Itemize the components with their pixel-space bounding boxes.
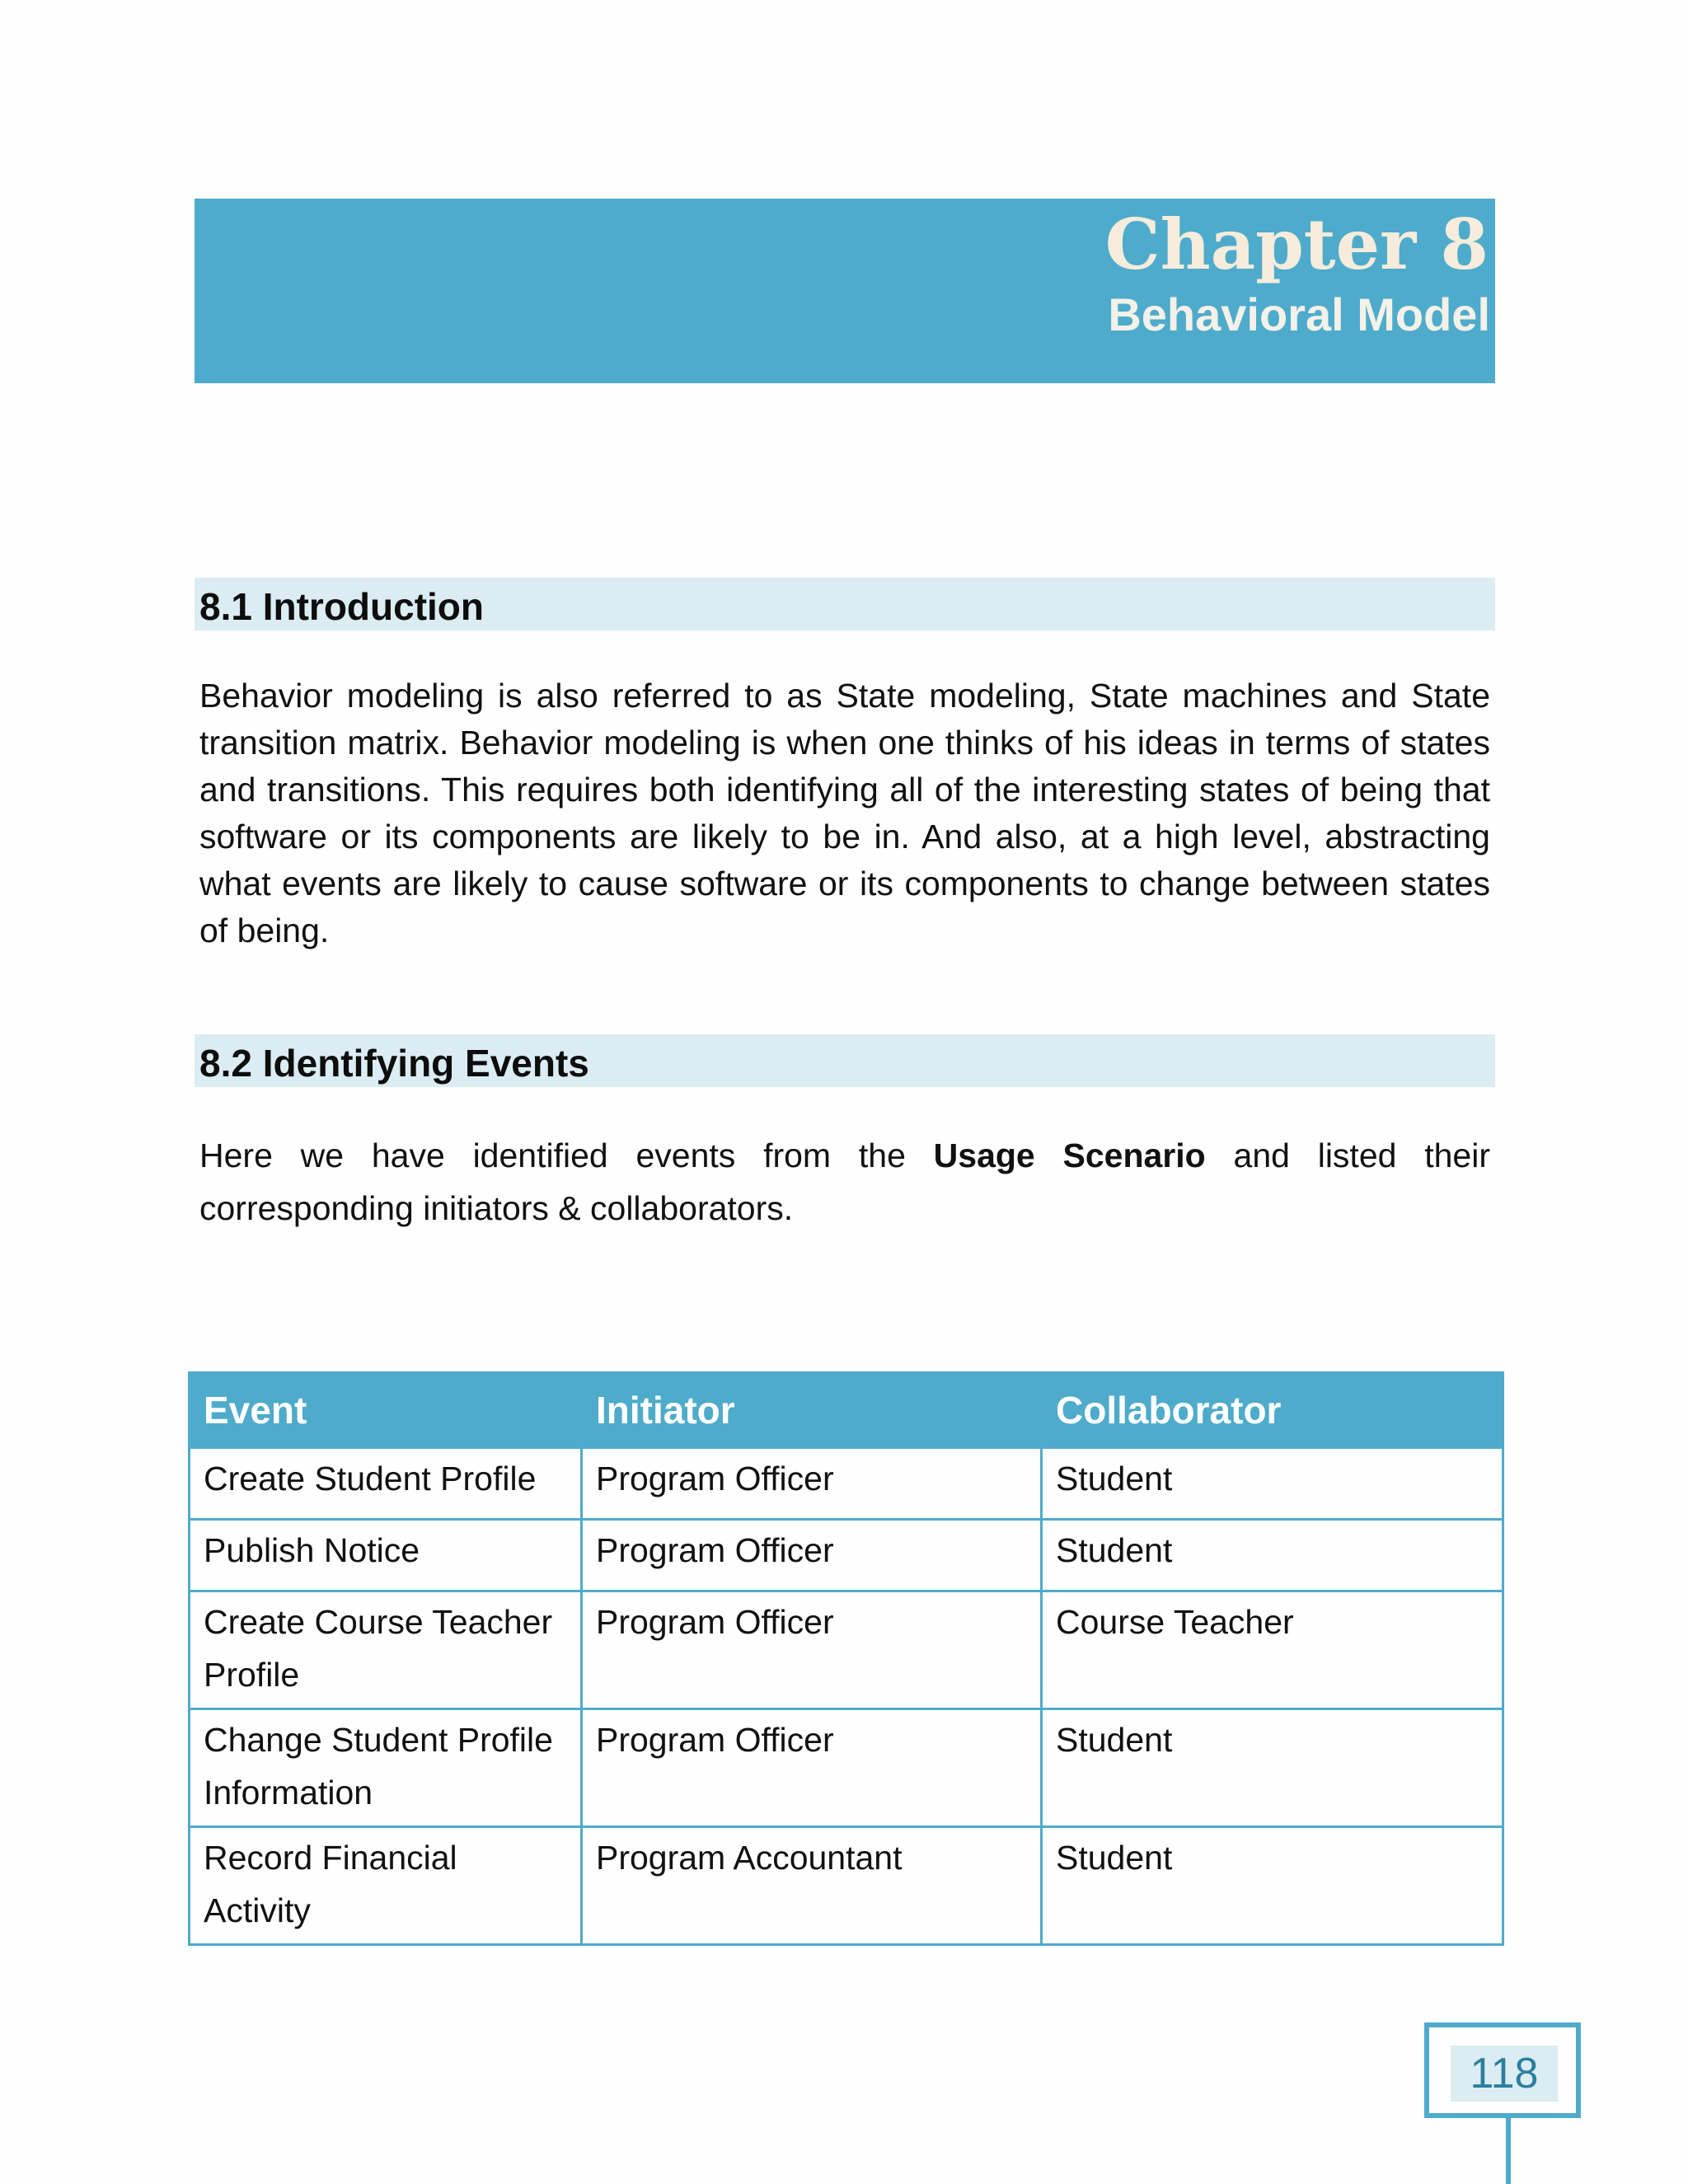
initiator-cell: Program Officer [582, 1591, 1042, 1709]
column-header-collaborator: Collaborator [1042, 1373, 1503, 1448]
chapter-banner [195, 199, 1495, 383]
usage-scenario-emphasis: Usage Scenario [933, 1137, 1206, 1174]
table-row [190, 1448, 1503, 1520]
section-heading-introduction [195, 578, 1495, 630]
chapter-number: Chapter 8 [1104, 204, 1489, 285]
chapter-title: Behavioral Model [1108, 288, 1490, 340]
section-heading-text: 8.2 Identifying Events [199, 1042, 589, 1085]
column-header-event: Event [190, 1373, 582, 1448]
collaborator-cell: Course Teacher [1042, 1591, 1503, 1709]
page-number-box [1424, 2022, 1581, 2118]
event-cell: Record Financial Activity [190, 1827, 582, 1945]
table-row [190, 1591, 1503, 1709]
event-cell: Publish Notice [190, 1520, 582, 1591]
page-number-background [1451, 2046, 1558, 2102]
collaborator-cell: Student [1042, 1709, 1503, 1827]
table-row [190, 1709, 1503, 1827]
paragraph-text: and listed their corresponding initiators & collaborators. [199, 1137, 1490, 1227]
table-header-row [190, 1373, 1503, 1448]
page-number-stem [1506, 2118, 1511, 2184]
initiator-cell: Program Accountant [582, 1827, 1042, 1945]
introduction-paragraph: Behavior modeling is also referred to as State modeling, State machines and State transition matrix. Behavior modeling is when one thinks of his ideas in terms of states and transitions. This requires both identifying all of the interesting states of being that software or its components are likely to be in. And also, at a high level, abstracting what events are likely to cause software or its components to change between states of being. [199, 677, 1490, 949]
initiator-cell: Program Officer [582, 1520, 1042, 1591]
table-row [190, 1827, 1503, 1945]
event-cell: Create Course Teacher Profile [190, 1591, 582, 1709]
table-row [190, 1520, 1503, 1591]
event-cell: Change Student Profile Information [190, 1709, 582, 1827]
initiator-cell: Program Officer [582, 1448, 1042, 1520]
section-heading-identifying-events [195, 1034, 1495, 1087]
event-cell: Create Student Profile [190, 1448, 582, 1520]
collaborator-cell: Student [1042, 1520, 1503, 1591]
events-table [188, 1371, 1504, 1946]
initiator-cell: Program Officer [582, 1709, 1042, 1827]
page-number: 118 [1470, 2050, 1539, 2097]
column-header-initiator: Initiator [582, 1373, 1042, 1448]
collaborator-cell: Student [1042, 1827, 1503, 1945]
collaborator-cell: Student [1042, 1448, 1503, 1520]
section-heading-text: 8.1 Introduction [199, 585, 484, 628]
paragraph-text: Here we have identified events from the [199, 1137, 934, 1174]
identifying-events-paragraph [199, 1129, 1490, 1235]
